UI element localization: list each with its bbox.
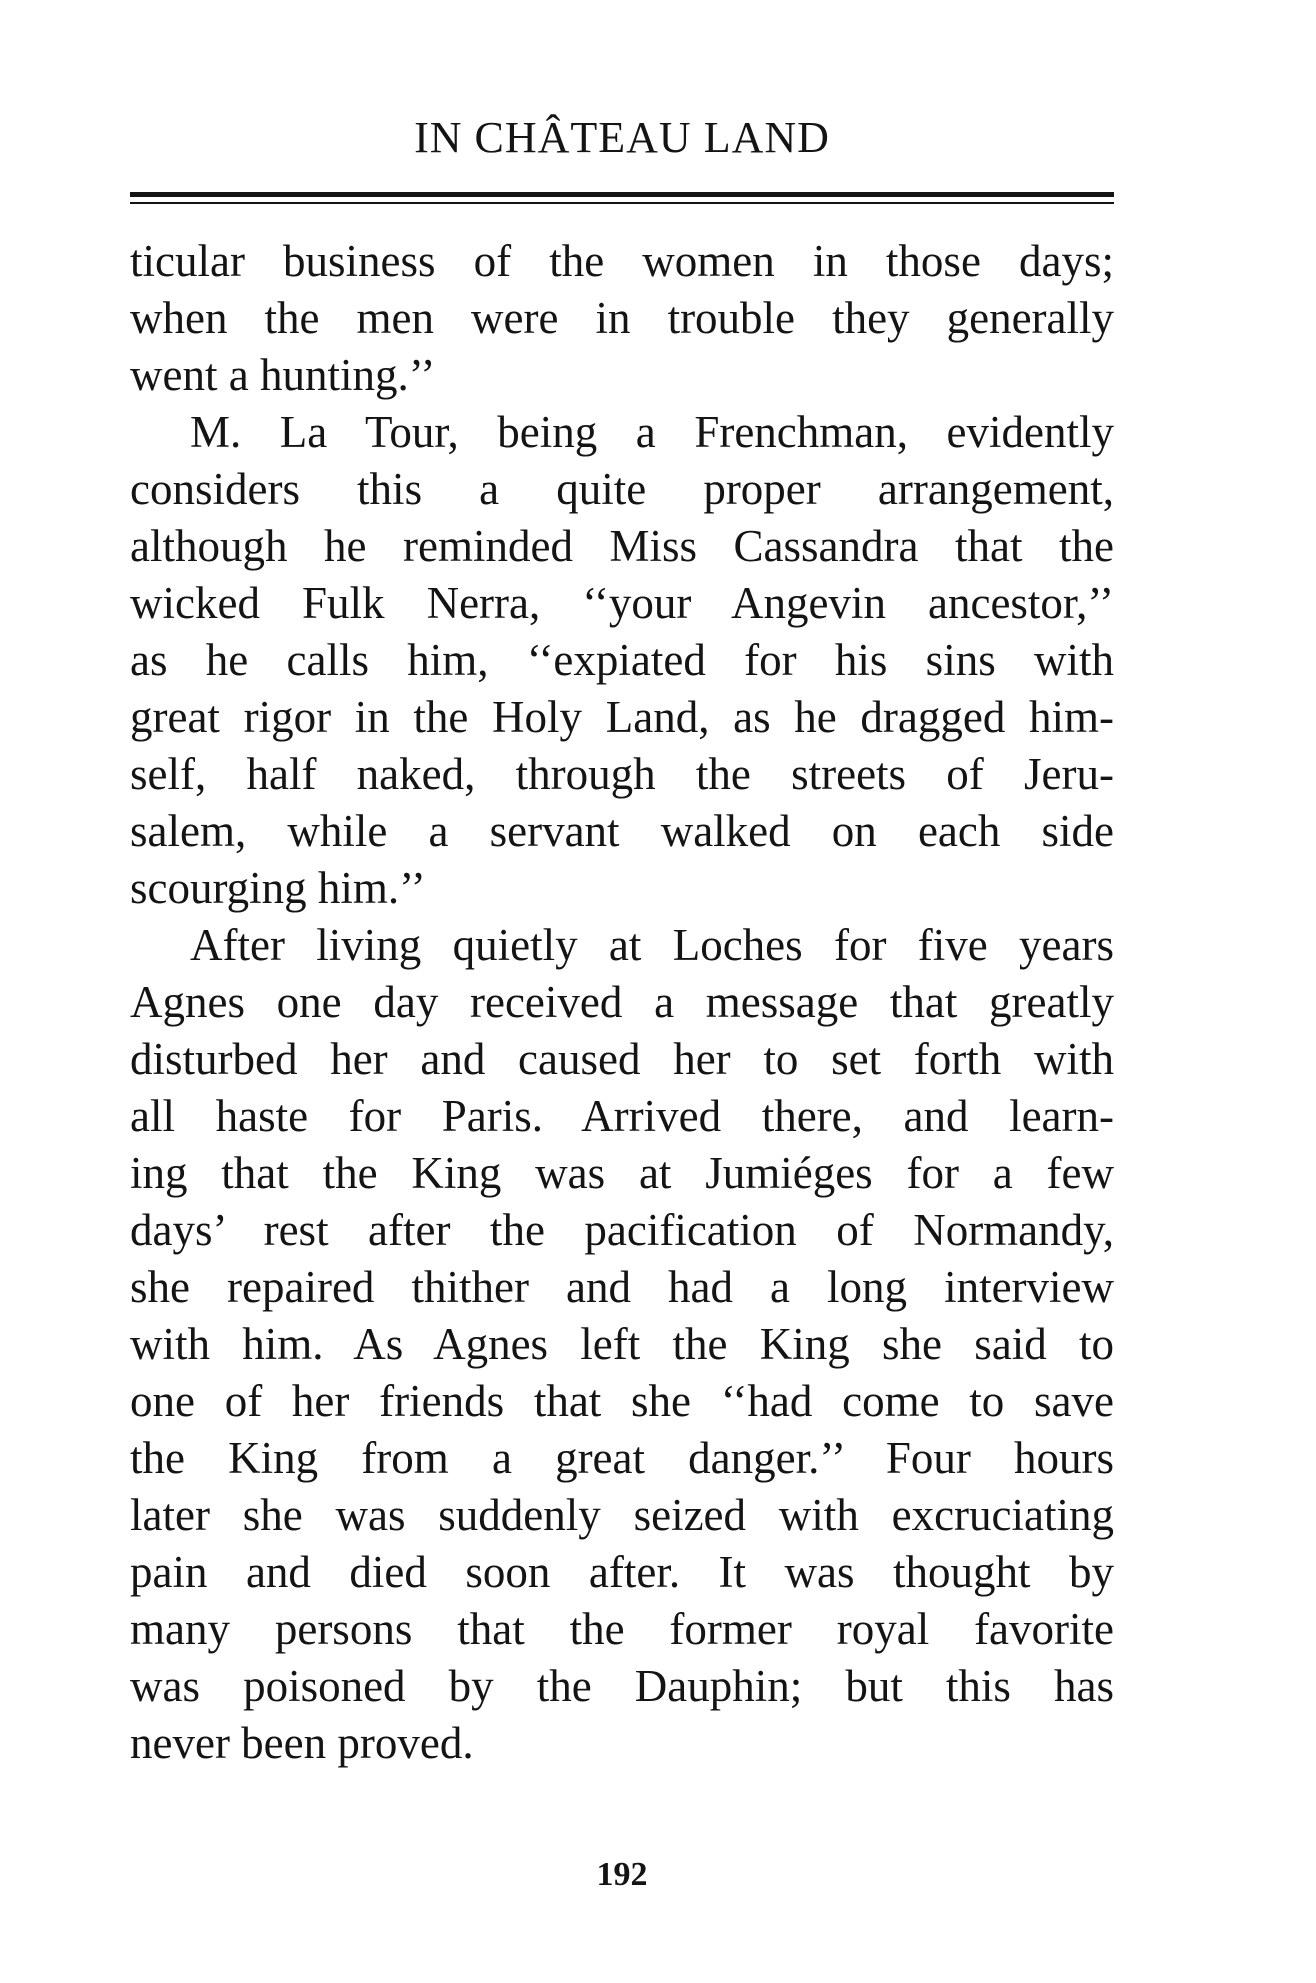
text-line: salem, while a servant walked on each side: [130, 806, 1114, 856]
text-line: disturbed her and caused her to set forth with: [130, 1034, 1114, 1084]
text-line: went a hunting.’’: [130, 350, 436, 400]
text-line: the King from a great danger.’’ Four hours: [130, 1433, 1114, 1483]
header-rule-thick: [130, 192, 1114, 197]
text-line: all haste for Paris. Arrived there, and learn-: [130, 1091, 1114, 1141]
text-line: was poisoned by the Dauphin; but this has: [130, 1661, 1114, 1711]
text-line: as he calls him, ‘‘expiated for his sins with: [130, 635, 1114, 685]
text-line: After living quietly at Loches for five years: [190, 920, 1114, 970]
paragraph-3: [130, 917, 1114, 1772]
page-number: 192: [596, 1856, 648, 1893]
text-line: considers this a quite proper arrangement,: [130, 464, 1114, 514]
text-line: days’ rest after the pacification of Normandy,: [130, 1205, 1114, 1255]
paragraph-1: [130, 233, 1114, 404]
text-line: Agnes one day received a message that greatly: [130, 977, 1114, 1027]
text-line: although he reminded Miss Cassandra that the: [130, 521, 1114, 571]
text-line: M. La Tour, being a Frenchman, evidently: [190, 407, 1114, 457]
text-line: later she was suddenly seized with excruciating: [130, 1490, 1114, 1540]
text-line: many persons that the former royal favorite: [130, 1604, 1114, 1654]
text-line: with him. As Agnes left the King she said to: [130, 1319, 1114, 1369]
text-line: pain and died soon after. It was thought by: [130, 1547, 1114, 1597]
paragraph-2: [130, 404, 1114, 917]
running-head: IN CHÂTEAU LAND: [414, 113, 830, 162]
header-rule-thin: [130, 202, 1114, 204]
text-line: self, half naked, through the streets of Jeru-: [130, 749, 1114, 799]
text-line: one of her friends that she ‘‘had come to save: [130, 1376, 1114, 1426]
text-line: great rigor in the Holy Land, as he dragged him-: [130, 692, 1114, 742]
body-text: [130, 233, 1114, 1772]
text-line: wicked Fulk Nerra, ‘‘your Angevin ancestor,’’: [130, 578, 1114, 628]
text-line: when the men were in trouble they generally: [130, 293, 1114, 343]
text-line: never been proved.: [130, 1718, 474, 1768]
text-line: scourging him.’’: [130, 863, 426, 913]
text-line: she repaired thither and had a long interview: [130, 1262, 1114, 1312]
text-line: ing that the King was at Jumiéges for a few: [130, 1148, 1114, 1198]
text-line: ticular business of the women in those days;: [130, 236, 1114, 286]
